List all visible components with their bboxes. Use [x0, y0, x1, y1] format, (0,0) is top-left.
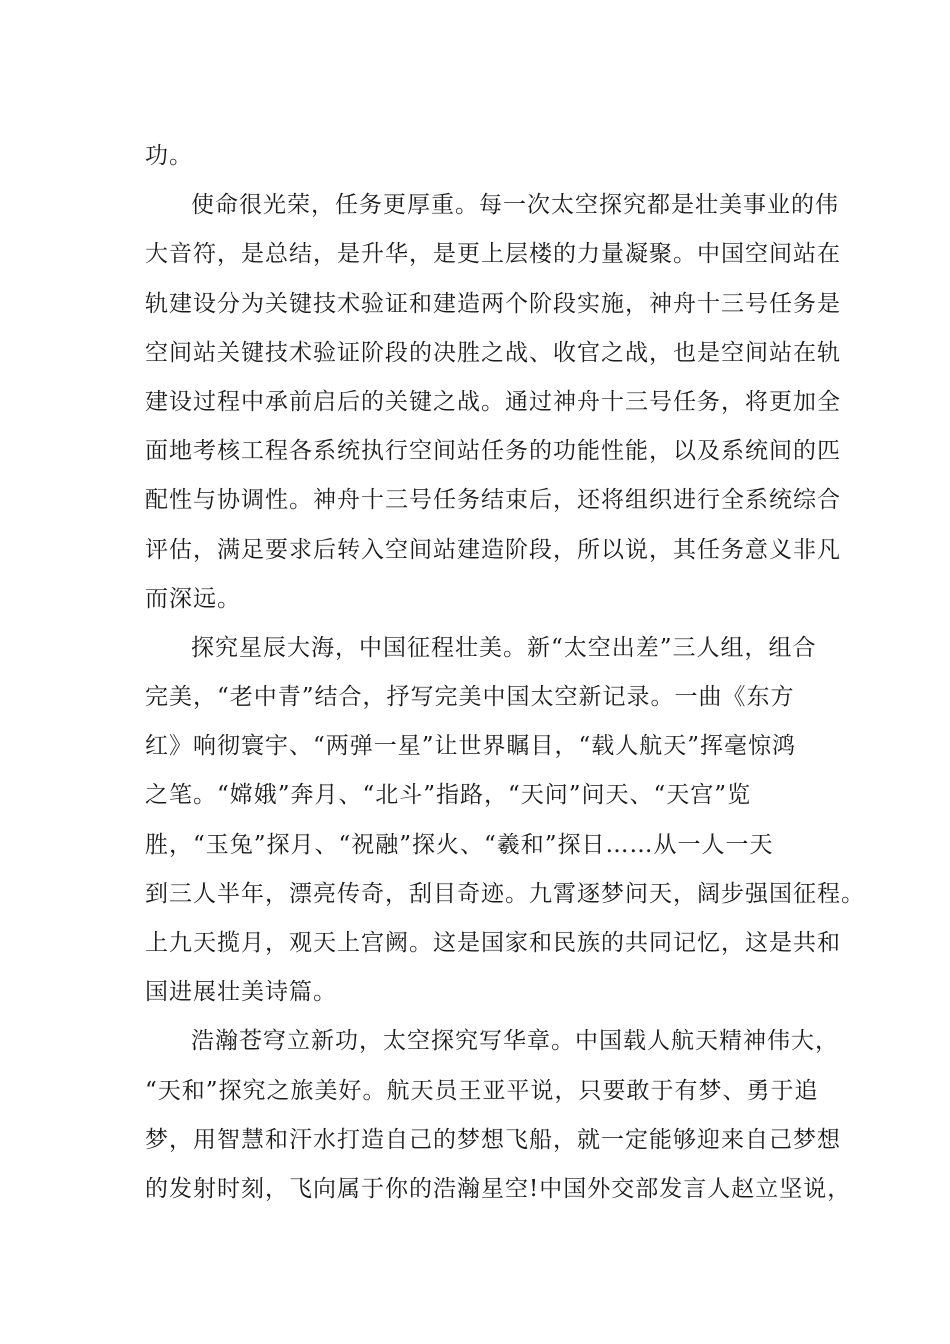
- text-line: 空间站关键技术验证阶段的决胜之战、收官之战，也是空间站在轨: [145, 339, 841, 366]
- paragraph-first-line: 使命很光荣，任务更厚重。每一次太空探究都是壮美事业的伟: [191, 192, 839, 219]
- text-line: 完美，“老中青”结合，抒写完美中国太空新记录。一曲《东方: [145, 684, 795, 711]
- text-line: 大音符，是总结，是升华，是更上层楼的力量凝聚。中国空间站在: [145, 241, 841, 268]
- text-line: 梦，用智慧和汗水打造自己的梦想飞船，就一定能够迎来自己梦想: [145, 1126, 841, 1153]
- text-line: 配性与协调性。神舟十三号任务结束后，还将组织进行全系统综合: [145, 487, 841, 514]
- text-line: 面地考核工程各系统执行空间站任务的功能性能，以及系统间的匹: [145, 438, 841, 465]
- text-line: 建设过程中承前启后的关键之战。通过神舟十三号任务，将更加全: [145, 388, 841, 415]
- text-line: 胜，“玉兔”探月、“祝融”探火、“羲和”探日……从一人一天: [145, 831, 774, 858]
- text-line: 之笔。“嫦娥”奔月、“北斗”指路，“天问”问天、“天宫”览: [145, 782, 752, 809]
- paragraph-first-line: 探究星辰大海，中国征程壮美。新“太空出差”三人组，组合: [191, 634, 817, 661]
- text-line: “天和”探究之旅美好。航天员王亚平说，只要敢于有梦、勇于追: [145, 1077, 819, 1104]
- body-text: [145, 132, 865, 1214]
- text-line: 国进展壮美诗篇。: [145, 979, 337, 1006]
- text-line: 轨建设分为关键技术验证和建造两个阶段实施，神舟十三号任务是: [145, 290, 841, 317]
- text-line: 上九天揽月，观天上宫阙。这是国家和民族的共同记忆，这是共和: [145, 930, 841, 956]
- text-line: 的发射时刻，飞向属于你的浩瀚星空!中国外交部发言人赵立坚说，: [145, 1175, 852, 1202]
- text-line: 而深远。: [145, 585, 241, 612]
- text-line: 红》响彻寰宇、“两弹一星”让世界瞩目，“载人航天”挥毫惊鸿: [145, 733, 797, 760]
- text-line: 评估，满足要求后转入空间站建造阶段，所以说，其任务意义非凡: [145, 536, 841, 563]
- text-line: 到三人半年，漂亮传奇，刮目奇迹。九霄逐梦问天，阔步强国征程。: [145, 880, 865, 907]
- paragraph-first-line: 浩瀚苍穹立新功，太空探究写华章。中国载人航天精神伟大，: [191, 1028, 839, 1055]
- text-line: 功。: [145, 143, 193, 169]
